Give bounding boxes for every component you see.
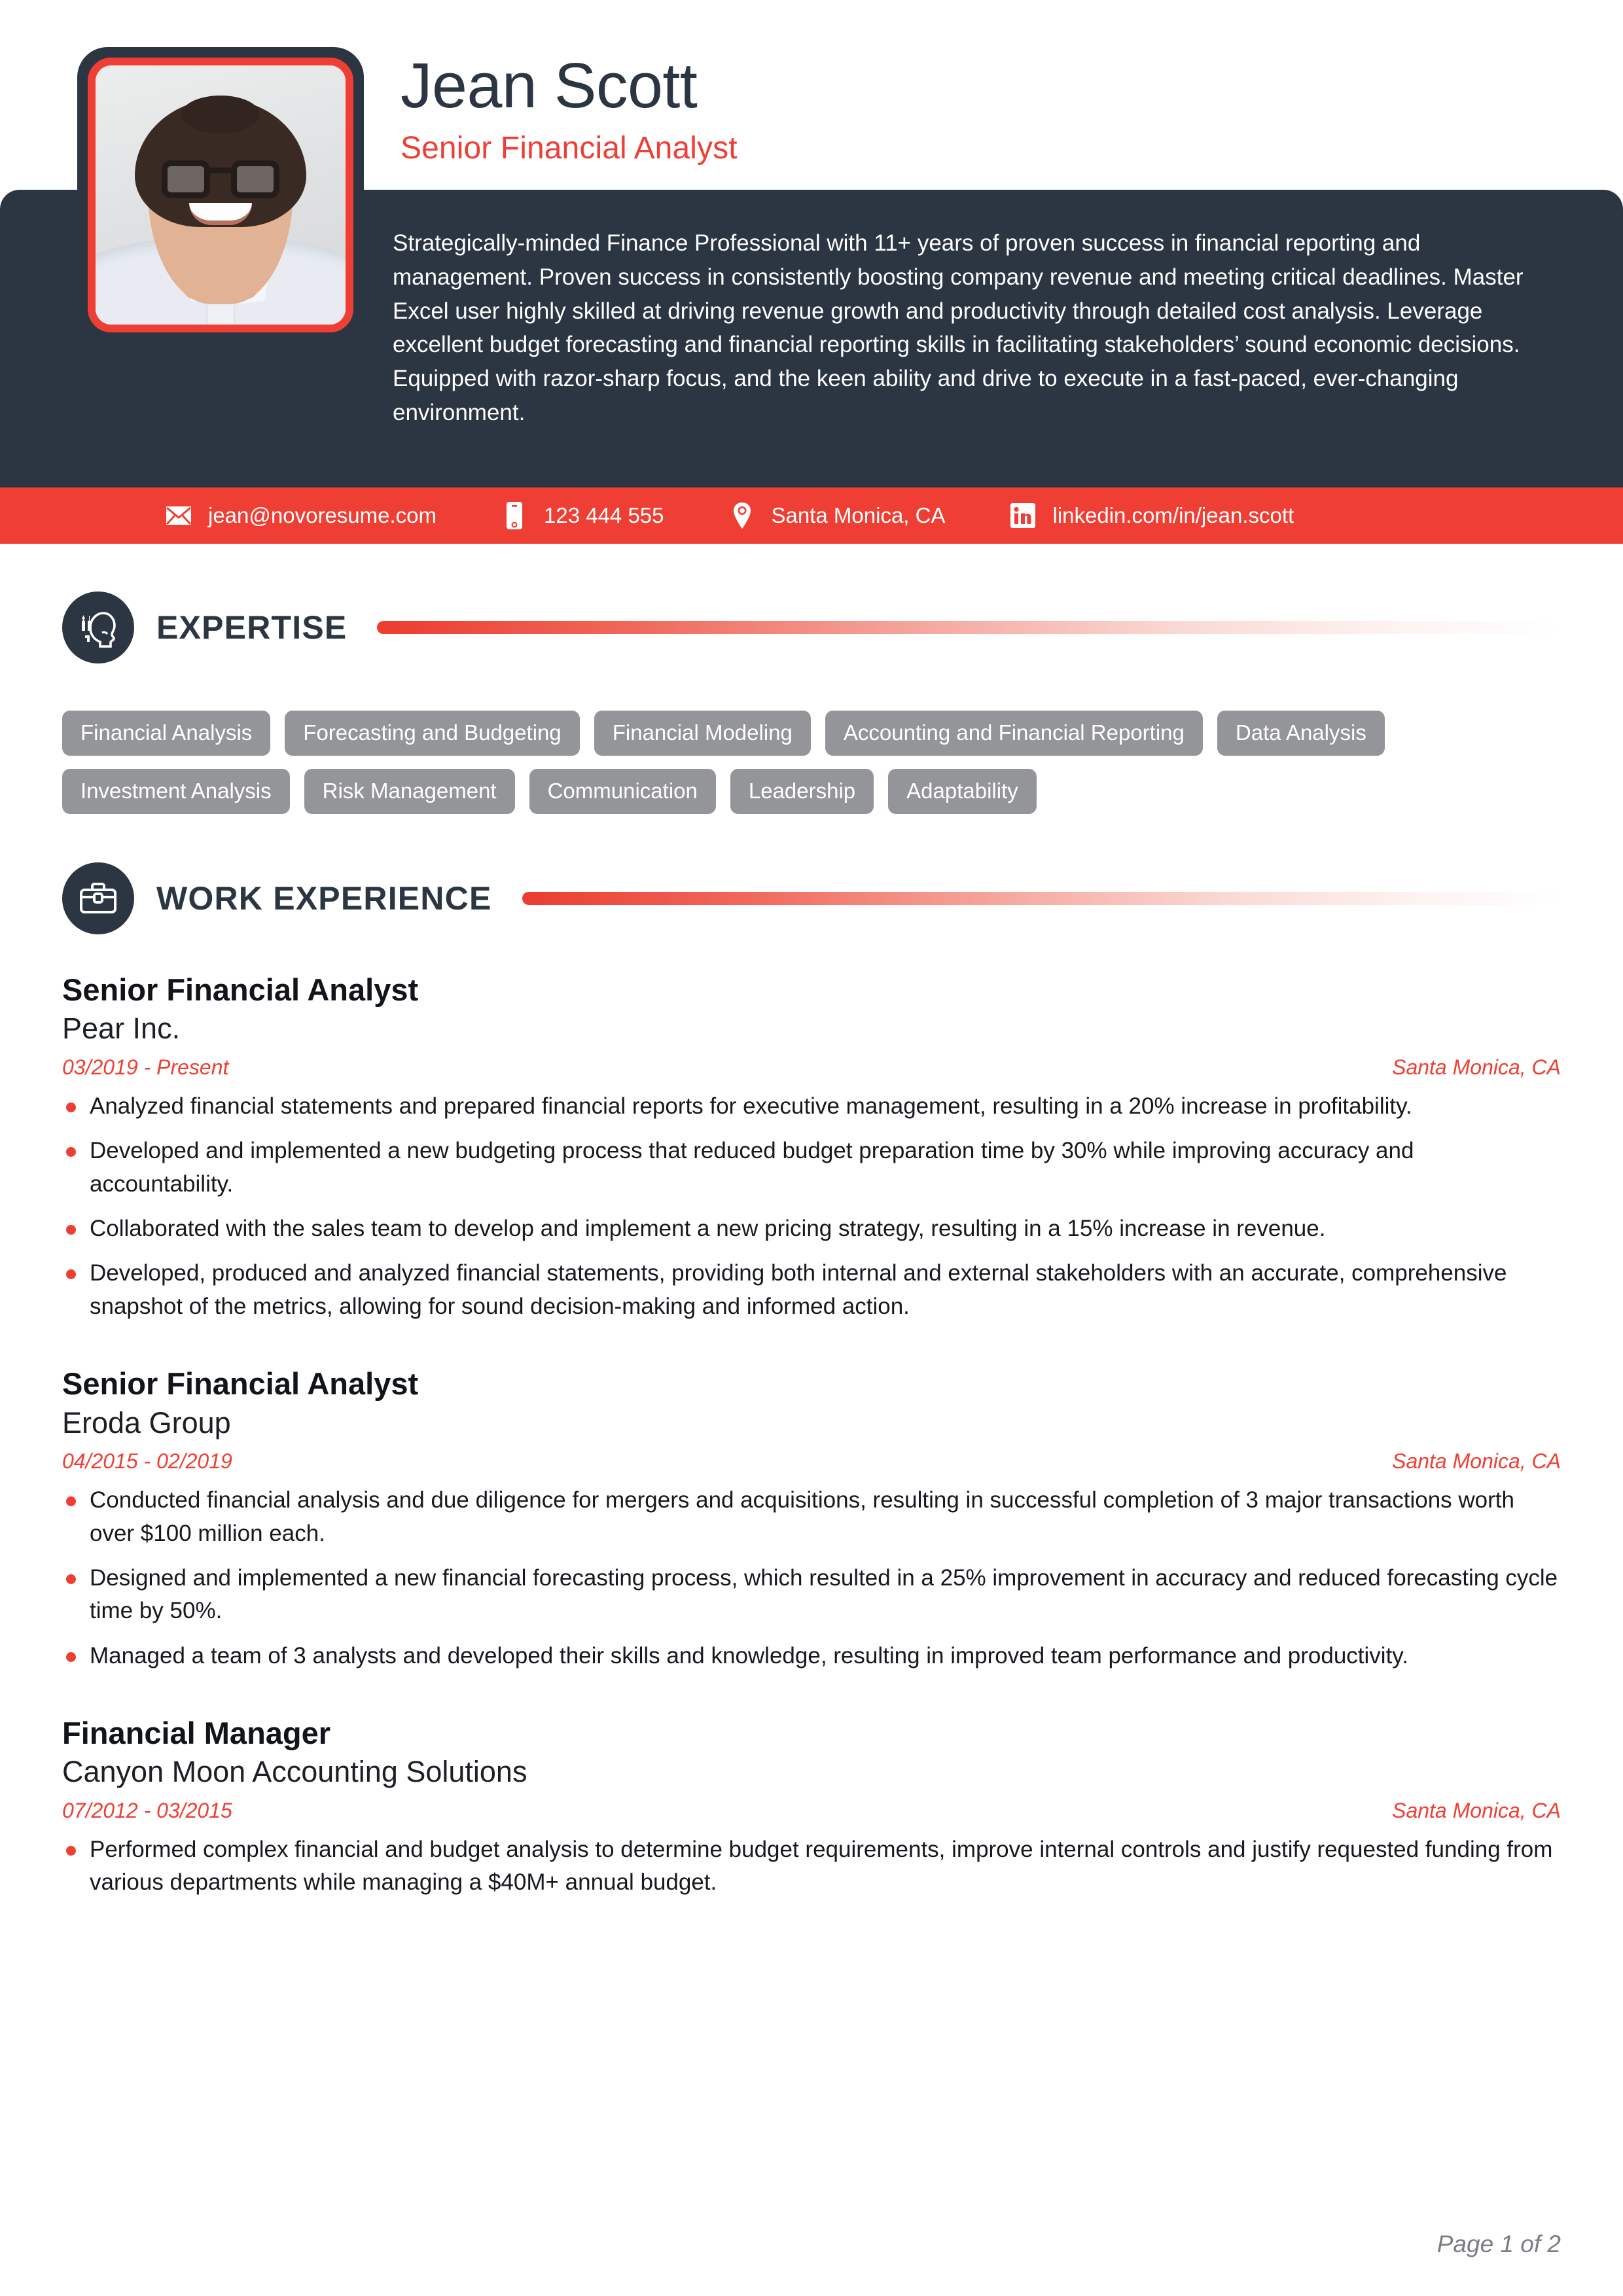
envelope-icon [164,506,194,525]
expertise-title: EXPERTISE [156,609,348,646]
job-meta [62,1449,1561,1474]
profile-summary: Strategically-minded Finance Professional with 11+ years of proven success in financial reporting and management. Proven success in consistently boosting company revenue and meeting critical deadlines. Master Excel user highly skilled at driving revenue growth and productivity through detailed cost analysis. Leverage excellent budget forecasting and financial reporting skills in facilitating stakeholders’ sound economic decisions. Equipped with razor-sharp focus, and the keen ability and drive to execute in a fast-paced, ever-changing environment. [393,230,1524,425]
expertise-divider [377,621,1560,634]
job-bullet: Developed and implemented a new budgeting process that reduced budget preparation time by 30% while improving accuracy and accountability. [62,1135,1561,1201]
job-list [0,971,1623,1899]
section-expertise [0,592,1623,814]
expertise-section-header [0,592,1623,663]
work-experience-section-header [0,862,1623,934]
job-bullet: Performed complex financial and budget analysis to determine budget requirements, improve internal controls and justify requested funding from various departments while managing a $40M+ annual budget. [62,1833,1561,1899]
job-entry [62,1714,1561,1899]
contact-linkedin[interactable] [1008,503,1294,529]
job-dates: 07/2012 - 03/2015 [62,1799,232,1823]
job-bullets [62,1484,1561,1672]
expertise-tag[interactable]: Leadership [730,769,874,814]
phone-icon [499,501,529,530]
job-role: Financial Manager [62,1716,331,1751]
job-bullet: Developed, produced and analyzed financial statements, providing both internal and external stakeholders with an accurate, comprehensive snapshot of the metrics, allowing for sound decision-making and informed action. [62,1257,1561,1323]
job-dates: 03/2019 - Present [62,1055,229,1079]
expertise-tag[interactable]: Risk Management [304,769,515,814]
job-entry [62,1365,1561,1672]
expertise-tag[interactable]: Communication [529,769,716,814]
job-company: Canyon Moon Accounting Solutions [62,1755,527,1789]
contact-location-label: Santa Monica, CA [771,503,946,527]
expertise-tag[interactable]: Adaptability [888,769,1037,814]
page-number-footer: Page 1 of 2 [1436,2231,1561,2257]
expertise-tag[interactable]: Forecasting and Budgeting [285,711,579,756]
expertise-tag[interactable]: Accounting and Financial Reporting [825,711,1203,756]
job-company: Pear Inc. [62,1012,181,1046]
job-dates: 04/2015 - 02/2019 [62,1449,232,1474]
job-meta [62,1055,1561,1080]
expertise-tag[interactable]: Financial Analysis [62,711,270,756]
job-title-subtitle: Senior Financial Analyst [401,130,738,166]
job-location: Santa Monica, CA [1392,1449,1561,1474]
job-location: Santa Monica, CA [1392,1055,1561,1079]
profile-photo [96,65,346,325]
contact-email-label: jean@novoresume.com [208,503,437,527]
job-entry [62,971,1561,1323]
map-pin-icon [727,501,757,530]
job-bullet: Collaborated with the sales team to develop and implement a new pricing strategy, resulting in a 15% increase in revenue. [62,1212,1561,1245]
section-work-experience [0,862,1623,1899]
job-meta [62,1799,1561,1823]
job-bullets [62,1090,1561,1323]
job-company: Eroda Group [62,1405,231,1439]
contact-linkedin-label: linkedin.com/in/jean.scott [1052,503,1294,527]
skills-head-tools-icon [62,592,134,663]
page-title: Jean Scott [401,50,698,121]
contact-phone-label: 123 444 555 [544,503,664,527]
resume-header [0,0,1623,543]
linkedin-icon [1008,503,1038,529]
avatar-border [88,58,353,332]
avatar [77,47,364,343]
expertise-tag-list [0,711,1623,814]
expertise-tag[interactable]: Financial Modeling [594,711,811,756]
contact-bar [0,487,1623,544]
contact-phone[interactable] [499,501,664,530]
contact-email[interactable] [164,503,437,528]
job-bullets [62,1833,1561,1899]
job-bullet: Analyzed financial statements and prepared financial reports for executive management, resulting in a 20% increase in profitability. [62,1090,1561,1123]
briefcase-icon [62,862,134,934]
job-location: Santa Monica, CA [1392,1799,1561,1823]
name-block [401,50,1552,166]
work-experience-divider [522,892,1560,905]
job-role: Senior Financial Analyst [62,1366,419,1402]
expertise-tag[interactable]: Data Analysis [1217,711,1385,756]
job-bullet: Managed a team of 3 analysts and developed their skills and knowledge, resulting in improved team performance and productivity. [62,1640,1561,1672]
job-bullet: Designed and implemented a new financial forecasting process, which resulted in a 25% improvement in accuracy and reduced forecasting cycle time by 50%. [62,1562,1561,1628]
contact-location[interactable] [727,501,946,530]
expertise-tag[interactable]: Investment Analysis [62,769,290,814]
job-role: Senior Financial Analyst [62,972,419,1007]
work-experience-title: WORK EXPERIENCE [156,880,492,917]
job-bullet: Conducted financial analysis and due diligence for mergers and acquisitions, resulting in successful completion of 3 major transactions worth over $100 million each. [62,1484,1561,1550]
